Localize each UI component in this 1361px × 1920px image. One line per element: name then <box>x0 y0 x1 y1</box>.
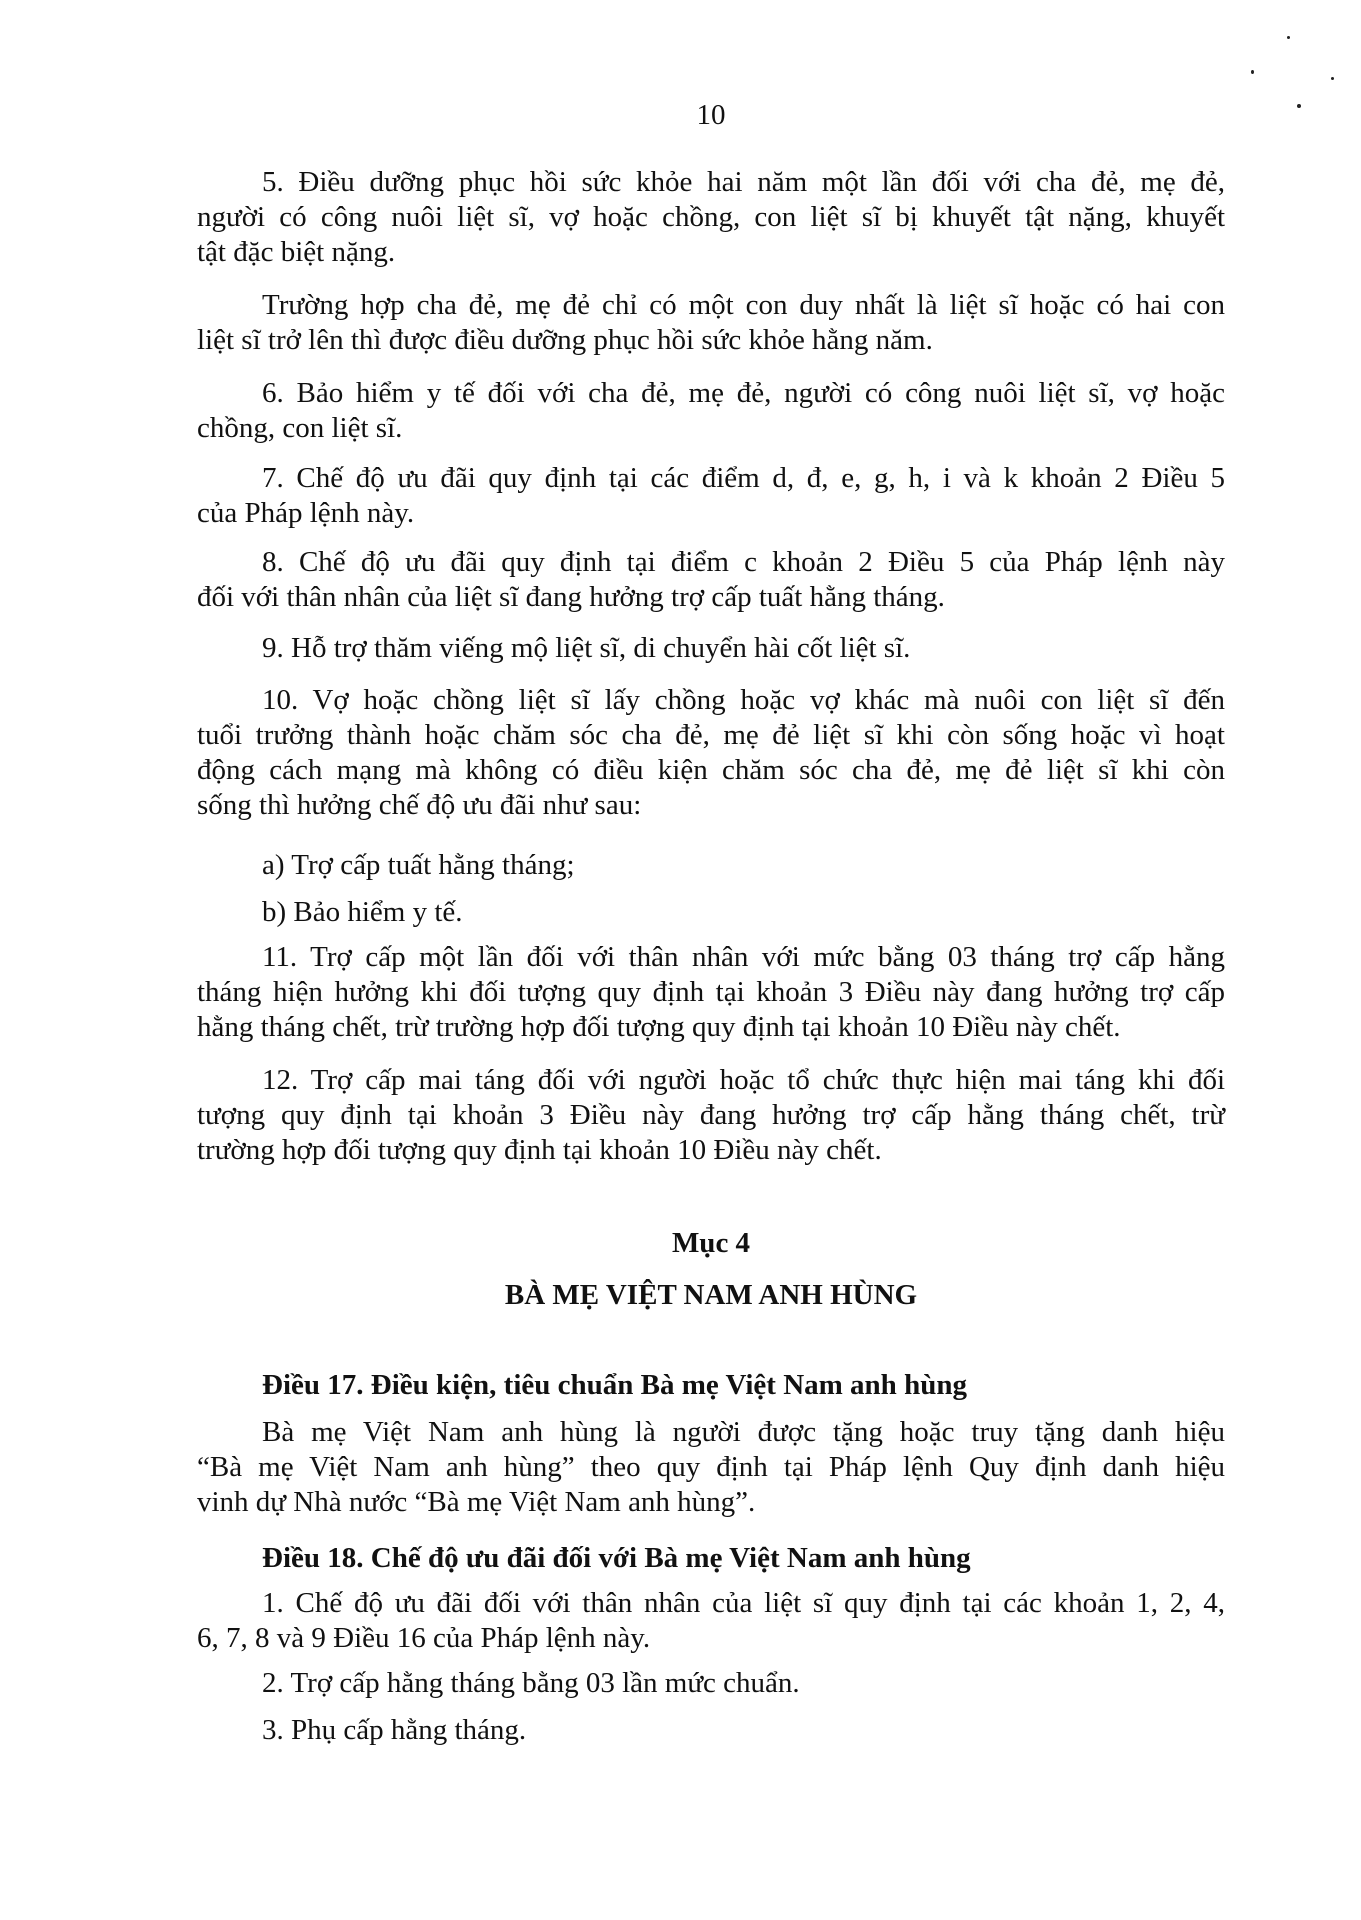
text-line: “Bà mẹ Việt Nam anh hùng” theo quy định tại Pháp lệnh Quy định danh hiệu <box>197 1451 1225 1483</box>
paragraph-9 <box>197 631 1225 666</box>
text-line: 2. Trợ cấp hằng tháng bằng 03 lần mức chuẩn. <box>262 1667 800 1699</box>
text-line: động cách mạng mà không có điều kiện chăm sóc cha đẻ, mẹ đẻ liệt sĩ khi còn <box>197 754 1225 786</box>
paragraph-10-a <box>197 848 1225 883</box>
paragraph-5 <box>197 165 1225 270</box>
article-17-body <box>197 1415 1225 1520</box>
scan-speck <box>1287 36 1290 39</box>
article-18-item-3 <box>197 1713 1225 1748</box>
paragraph-11 <box>197 940 1225 1045</box>
text-line: Trường hợp cha đẻ, mẹ đẻ chỉ có một con duy nhất là liệt sĩ hoặc có hai con <box>262 289 1225 321</box>
text-line: sống thì hưởng chế độ ưu đãi như sau: <box>197 789 642 821</box>
text-line: tháng hiện hưởng khi đối tượng quy định tại khoản 3 Điều này đang hưởng trợ cấp <box>197 976 1225 1008</box>
paragraph-10-b <box>197 895 1225 930</box>
text-line: trường hợp đối tượng quy định tại khoản 10 Điều này chết. <box>197 1134 882 1166</box>
text-line: 1. Chế độ ưu đãi đối với thân nhân của liệt sĩ quy định tại các khoản 1, 2, 4, <box>262 1587 1225 1619</box>
text-line: a) Trợ cấp tuất hằng tháng; <box>262 849 575 881</box>
text-line: chồng, con liệt sĩ. <box>197 412 403 444</box>
text-line: b) Bảo hiểm y tế. <box>262 896 463 928</box>
text-line: 7. Chế độ ưu đãi quy định tại các điểm d, đ, e, g, h, i và k khoản 2 Điều 5 <box>262 462 1225 494</box>
text-line: Bà mẹ Việt Nam anh hùng là người được tặng hoặc truy tặng danh hiệu <box>262 1416 1225 1448</box>
text-line: tật đặc biệt nặng. <box>197 236 396 268</box>
text-line: 10. Vợ hoặc chồng liệt sĩ lấy chồng hoặc vợ khác mà nuôi con liệt sĩ đến <box>262 684 1225 716</box>
text-line: hằng tháng chết, trừ trường hợp đối tượng quy định tại khoản 10 Điều này chết. <box>197 1011 1121 1043</box>
paragraph-12 <box>197 1063 1225 1168</box>
scan-speck <box>1331 77 1334 80</box>
text-line: 8. Chế độ ưu đãi quy định tại điểm c khoản 2 Điều 5 của Pháp lệnh này <box>262 546 1225 578</box>
paragraph-8 <box>197 545 1225 615</box>
text-line: của Pháp lệnh này. <box>197 497 415 529</box>
section-title: BÀ MẸ VIỆT NAM ANH HÙNG <box>504 1279 918 1311</box>
section-label: Mục 4 <box>671 1227 751 1259</box>
scan-speck <box>1251 70 1254 74</box>
article-18-heading: Điều 18. Chế độ ưu đãi đối với Bà mẹ Việt Nam anh hùng <box>262 1542 971 1574</box>
text-line: 12. Trợ cấp mai táng đối với người hoặc tổ chức thực hiện mai táng khi đối <box>262 1064 1225 1096</box>
text-line: 6, 7, 8 và 9 Điều 16 của Pháp lệnh này. <box>197 1622 651 1654</box>
text-line: 3. Phụ cấp hằng tháng. <box>262 1714 527 1746</box>
article-18-item-2 <box>197 1666 1225 1701</box>
text-line: 6. Bảo hiểm y tế đối với cha đẻ, mẹ đẻ, người có công nuôi liệt sĩ, vợ hoặc <box>262 377 1225 409</box>
text-line: 9. Hỗ trợ thăm viếng mộ liệt sĩ, di chuyển hài cốt liệt sĩ. <box>262 632 911 664</box>
text-line: vinh dự Nhà nước “Bà mẹ Việt Nam anh hùng”. <box>197 1486 756 1518</box>
paragraph-6 <box>197 376 1225 446</box>
text-line: liệt sĩ trở lên thì được điều dưỡng phục hồi sức khỏe hằng năm. <box>197 324 933 356</box>
text-line: đối với thân nhân của liệt sĩ đang hưởng trợ cấp tuất hằng tháng. <box>197 581 945 613</box>
text-line: 5. Điều dưỡng phục hồi sức khỏe hai năm một lần đối với cha đẻ, mẹ đẻ, <box>262 166 1225 198</box>
article-18-item-1 <box>197 1586 1225 1656</box>
article-17-heading: Điều 17. Điều kiện, tiêu chuẩn Bà mẹ Việt Nam anh hùng <box>262 1369 967 1401</box>
paragraph-10 <box>197 683 1225 823</box>
text-line: người có công nuôi liệt sĩ, vợ hoặc chồng, con liệt sĩ bị khuyết tật nặng, khuyết <box>197 201 1225 233</box>
paragraph-5-continuation <box>197 288 1225 358</box>
text-line: tuổi trưởng thành hoặc chăm sóc cha đẻ, mẹ đẻ liệt sĩ khi còn sống hoặc vì hoạt <box>197 719 1225 751</box>
text-line: tượng quy định tại khoản 3 Điều này đang hưởng trợ cấp hằng tháng chết, trừ <box>197 1099 1225 1131</box>
paragraph-7 <box>197 461 1225 531</box>
text-line: 11. Trợ cấp một lần đối với thân nhân với mức bằng 03 tháng trợ cấp hằng <box>262 941 1225 973</box>
page-number: 10 <box>696 99 726 131</box>
